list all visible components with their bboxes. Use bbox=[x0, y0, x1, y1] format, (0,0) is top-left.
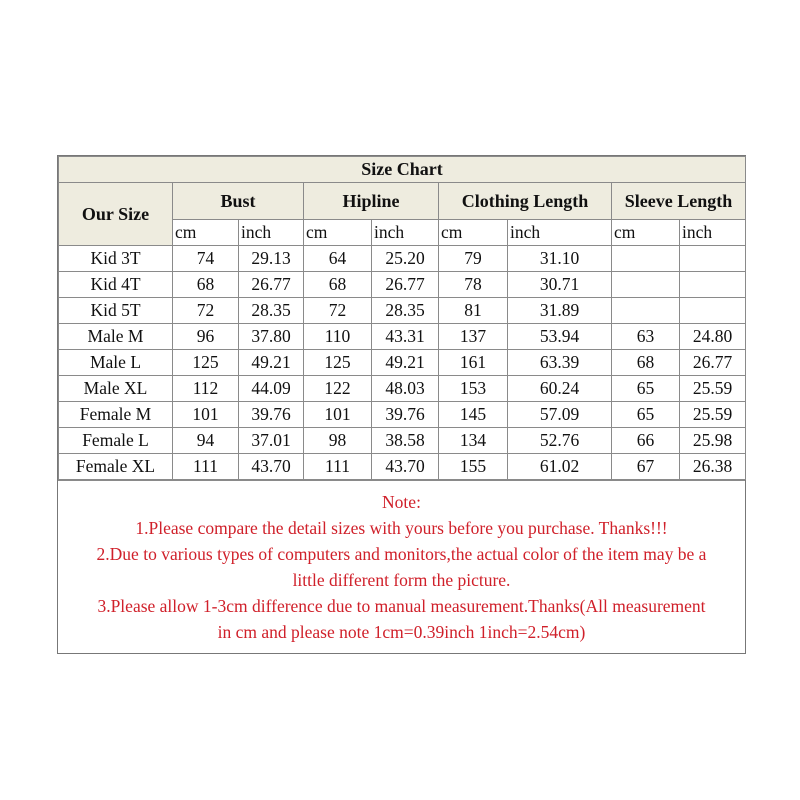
value-cell: 38.58 bbox=[372, 428, 439, 454]
value-cell: 60.24 bbox=[508, 376, 612, 402]
value-cell bbox=[680, 298, 746, 324]
note-line: in cm and please note 1cm=0.39inch 1inch=2.54cm) bbox=[217, 622, 586, 642]
value-cell bbox=[680, 246, 746, 272]
note-line: 3.Please allow 1-3cm difference due to manual measurement.Thanks(All measurement bbox=[97, 596, 706, 616]
notes-section bbox=[58, 480, 745, 653]
value-cell: 29.13 bbox=[239, 246, 304, 272]
value-cell: 66 bbox=[612, 428, 680, 454]
value-cell: 43.31 bbox=[372, 324, 439, 350]
table-row bbox=[59, 272, 746, 298]
size-cell: Female L bbox=[59, 428, 173, 454]
size-cell: Kid 3T bbox=[59, 246, 173, 272]
value-cell: 64 bbox=[304, 246, 372, 272]
value-cell: 94 bbox=[173, 428, 239, 454]
notes-heading: Note: bbox=[382, 492, 421, 512]
value-cell: 111 bbox=[173, 454, 239, 480]
value-cell: 39.76 bbox=[239, 402, 304, 428]
value-cell: 111 bbox=[304, 454, 372, 480]
value-cell: 37.80 bbox=[239, 324, 304, 350]
value-cell: 96 bbox=[173, 324, 239, 350]
value-cell: 137 bbox=[439, 324, 508, 350]
unit-inch: inch bbox=[372, 220, 439, 246]
value-cell bbox=[612, 246, 680, 272]
value-cell: 61.02 bbox=[508, 454, 612, 480]
value-cell: 78 bbox=[439, 272, 508, 298]
value-cell: 72 bbox=[304, 298, 372, 324]
unit-cm: cm bbox=[304, 220, 372, 246]
value-cell: 44.09 bbox=[239, 376, 304, 402]
table-row bbox=[59, 376, 746, 402]
chart-title: Size Chart bbox=[59, 157, 746, 183]
value-cell: 28.35 bbox=[239, 298, 304, 324]
value-cell: 26.77 bbox=[372, 272, 439, 298]
unit-inch: inch bbox=[680, 220, 746, 246]
value-cell: 25.59 bbox=[680, 402, 746, 428]
value-cell: 24.80 bbox=[680, 324, 746, 350]
note-line: 1.Please compare the detail sizes with yours before you purchase. Thanks!!! bbox=[135, 518, 668, 538]
table-row bbox=[59, 246, 746, 272]
value-cell: 68 bbox=[304, 272, 372, 298]
size-cell: Male M bbox=[59, 324, 173, 350]
value-cell: 63.39 bbox=[508, 350, 612, 376]
value-cell: 134 bbox=[439, 428, 508, 454]
unit-cm: cm bbox=[439, 220, 508, 246]
value-cell: 26.77 bbox=[239, 272, 304, 298]
bust-header: Bust bbox=[173, 183, 304, 220]
value-cell: 31.10 bbox=[508, 246, 612, 272]
value-cell: 31.89 bbox=[508, 298, 612, 324]
table-row bbox=[59, 428, 746, 454]
value-cell: 101 bbox=[173, 402, 239, 428]
value-cell: 26.38 bbox=[680, 454, 746, 480]
size-cell: Female XL bbox=[59, 454, 173, 480]
value-cell: 28.35 bbox=[372, 298, 439, 324]
value-cell: 39.76 bbox=[372, 402, 439, 428]
value-cell: 43.70 bbox=[239, 454, 304, 480]
value-cell: 37.01 bbox=[239, 428, 304, 454]
table-row bbox=[59, 298, 746, 324]
value-cell: 65 bbox=[612, 376, 680, 402]
value-cell: 145 bbox=[439, 402, 508, 428]
value-cell: 25.98 bbox=[680, 428, 746, 454]
value-cell: 49.21 bbox=[239, 350, 304, 376]
unit-cm: cm bbox=[612, 220, 680, 246]
note-line: 2.Due to various types of computers and monitors,the actual color of the item may be a bbox=[96, 544, 707, 564]
our-size-header: Our Size bbox=[59, 183, 173, 246]
value-cell: 49.21 bbox=[372, 350, 439, 376]
table-row bbox=[59, 402, 746, 428]
value-cell: 125 bbox=[304, 350, 372, 376]
note-line: little different form the picture. bbox=[292, 570, 511, 590]
value-cell: 79 bbox=[439, 246, 508, 272]
value-cell: 72 bbox=[173, 298, 239, 324]
size-cell: Male L bbox=[59, 350, 173, 376]
value-cell: 125 bbox=[173, 350, 239, 376]
table-row bbox=[59, 454, 746, 480]
value-cell: 98 bbox=[304, 428, 372, 454]
value-cell: 110 bbox=[304, 324, 372, 350]
value-cell: 65 bbox=[612, 402, 680, 428]
value-cell: 43.70 bbox=[372, 454, 439, 480]
value-cell: 153 bbox=[439, 376, 508, 402]
value-cell bbox=[612, 272, 680, 298]
size-cell: Male XL bbox=[59, 376, 173, 402]
value-cell: 25.20 bbox=[372, 246, 439, 272]
value-cell: 25.59 bbox=[680, 376, 746, 402]
table-row bbox=[59, 324, 746, 350]
value-cell bbox=[680, 272, 746, 298]
value-cell: 68 bbox=[173, 272, 239, 298]
size-cell: Kid 5T bbox=[59, 298, 173, 324]
sleeve-length-header: Sleeve Length bbox=[612, 183, 746, 220]
value-cell: 53.94 bbox=[508, 324, 612, 350]
clothing-length-header: Clothing Length bbox=[439, 183, 612, 220]
value-cell: 63 bbox=[612, 324, 680, 350]
unit-cm: cm bbox=[173, 220, 239, 246]
size-cell: Female M bbox=[59, 402, 173, 428]
value-cell: 101 bbox=[304, 402, 372, 428]
hipline-header: Hipline bbox=[304, 183, 439, 220]
value-cell: 155 bbox=[439, 454, 508, 480]
value-cell: 74 bbox=[173, 246, 239, 272]
value-cell: 68 bbox=[612, 350, 680, 376]
value-cell: 52.76 bbox=[508, 428, 612, 454]
value-cell: 30.71 bbox=[508, 272, 612, 298]
table-row bbox=[59, 350, 746, 376]
size-cell: Kid 4T bbox=[59, 272, 173, 298]
unit-inch: inch bbox=[239, 220, 304, 246]
size-table bbox=[58, 156, 746, 480]
value-cell: 122 bbox=[304, 376, 372, 402]
value-cell: 81 bbox=[439, 298, 508, 324]
value-cell: 57.09 bbox=[508, 402, 612, 428]
value-cell: 161 bbox=[439, 350, 508, 376]
value-cell: 26.77 bbox=[680, 350, 746, 376]
value-cell: 112 bbox=[173, 376, 239, 402]
value-cell: 67 bbox=[612, 454, 680, 480]
value-cell bbox=[612, 298, 680, 324]
size-chart bbox=[57, 155, 746, 654]
value-cell: 48.03 bbox=[372, 376, 439, 402]
unit-inch: inch bbox=[508, 220, 612, 246]
